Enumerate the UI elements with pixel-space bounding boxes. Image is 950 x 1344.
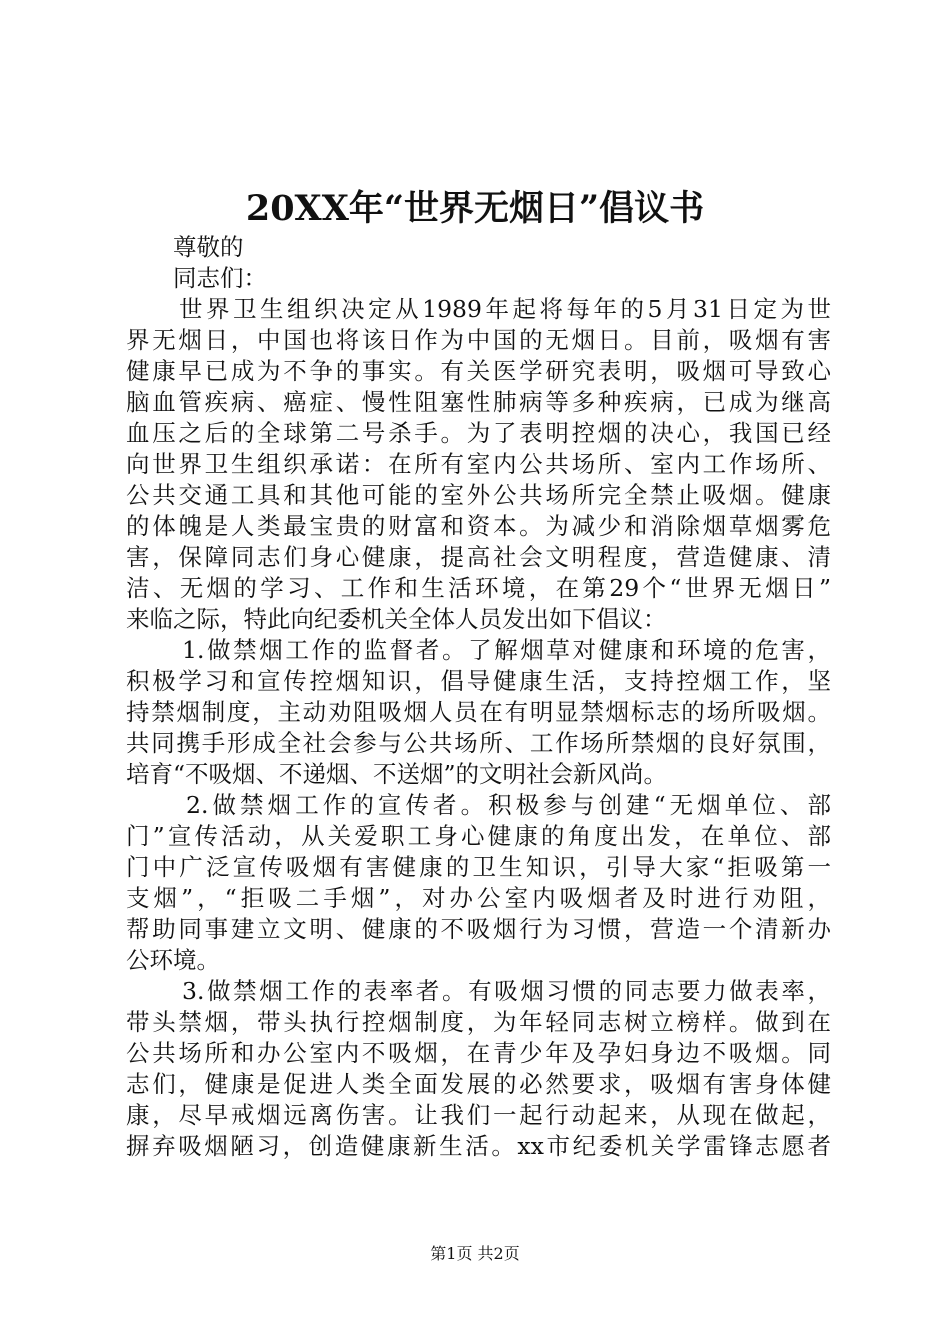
- item3-line: 3.做禁烟工作的表率者。有吸烟习惯的同志要力做表率，: [182, 977, 831, 1005]
- item1-line: 积极学习和宣传控烟知识，倡导健康生活，支持控烟工作，坚: [126, 667, 831, 695]
- paragraph-line: 脑血管疾病、癌症、慢性阻塞性肺病等多种疾病，已成为继高: [126, 388, 831, 416]
- document-body: [126, 232, 831, 1162]
- paragraph-line: 害，保障同志们身心健康，提高社会文明程度，营造健康、清: [126, 543, 831, 571]
- page-number-footer: 第1页 共2页: [430, 1244, 520, 1263]
- item2-line: 2.做禁烟工作的宣传者。积极参与创建“无烟单位、部: [186, 791, 831, 819]
- item3-line: 公共场所和办公室内不吸烟，在青少年及孕妇身边不吸烟。同: [126, 1039, 831, 1067]
- document-title: 20XX年“世界无烟日”倡议书: [245, 188, 705, 229]
- item1-line: 持禁烟制度，主动劝阻吸烟人员在有明显禁烟标志的场所吸烟。: [126, 698, 831, 726]
- paragraph-line: 的体魄是人类最宝贵的财富和资本。为减少和消除烟草烟雾危: [126, 512, 831, 540]
- item2-line: 支烟”，“拒吸二手烟”，对办公室内吸烟者及时进行劝阻，: [126, 884, 831, 912]
- item1-line: 培育“不吸烟、不递烟、不送烟”的文明社会新风尚。: [126, 760, 668, 788]
- paragraph-line: 公共交通工具和其他可能的室外公共场所完全禁止吸烟。健康: [126, 481, 831, 509]
- salutation-line: 尊敬的: [173, 233, 244, 261]
- item3-line: 带头禁烟，带头执行控烟制度，为年轻同志树立榜样。做到在: [126, 1008, 831, 1036]
- paragraph-line: 健康早已成为不争的事实。有关医学研究表明，吸烟可导致心: [126, 357, 831, 385]
- paragraph-line: 洁、无烟的学习、工作和生活环境，在第29个“世界无烟日”: [126, 574, 831, 602]
- paragraph-line: 血压之后的全球第二号杀手。为了表明控烟的决心，我国已经: [126, 419, 831, 447]
- item3-line: 摒弃吸烟陋习，创造健康新生活。xx市纪委机关学雷锋志愿者: [126, 1132, 831, 1160]
- item1-line: 共同携手形成全社会参与公共场所、工作场所禁烟的良好氛围，: [126, 729, 831, 757]
- item3-line: 志们，健康是促进人类全面发展的必然要求，吸烟有害身体健: [126, 1070, 831, 1098]
- item2-line: 门”宣传活动，从关爱职工身心健康的角度出发，在单位、部: [126, 822, 831, 850]
- item3-line: 康，尽早戒烟远离伤害。让我们一起行动起来，从现在做起，: [126, 1101, 831, 1129]
- item2-line: 门中广泛宣传吸烟有害健康的卫生知识，引导大家“拒吸第一: [126, 853, 831, 881]
- item2-line: 帮助同事建立文明、健康的不吸烟行为习惯，营造一个清新办: [126, 915, 831, 943]
- salutation-line: 同志们：: [173, 264, 267, 292]
- item1-line: 1.做禁烟工作的监督者。了解烟草对健康和环境的危害，: [182, 636, 831, 664]
- paragraph-line: 向世界卫生组织承诺：在所有室内公共场所、室内工作场所、: [126, 450, 831, 478]
- item2-line: 公环境。: [126, 946, 220, 974]
- paragraph-line: 来临之际，特此向纪委机关全体人员发出如下倡议：: [126, 605, 667, 633]
- paragraph-line: 界无烟日，中国也将该日作为中国的无烟日。目前，吸烟有害: [126, 326, 831, 354]
- paragraph-line: 世界卫生组织决定从1989年起将每年的5月31日定为世: [179, 295, 831, 323]
